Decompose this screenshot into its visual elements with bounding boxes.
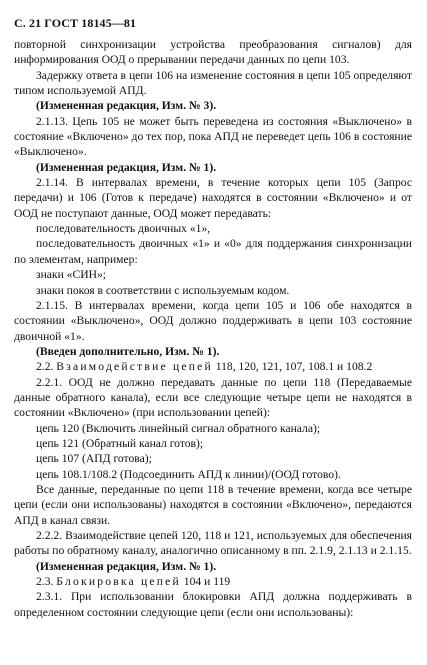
section-heading-2-2: [14, 359, 412, 374]
clause-2-1-13: 2.1.13. Цепь 105 не может быть переведена из состояния «Выключено» в состояние «Включено» до тех пор, пока АПД не переведет цепь 106 в состояние «Выключено».: [14, 114, 412, 159]
amendment-note: (Измененная редакция, Изм. № 1).: [36, 559, 217, 573]
section-number: 2.3.: [36, 575, 57, 589]
clause-2-1-14: 2.1.14. В интервалах времени, в течение которых цепи 105 (Запрос передачи) и 106 (Готов к передаче) находятся в состоянии «Включено» и от ООД не поступают данные, ООД может передавать:: [14, 176, 412, 220]
paragraph: Задержку ответа в цепи 106 на изменение состояния в цепи 105 определяют типом используемой АПД.: [14, 68, 412, 98]
list-item: знаки «СИН»;: [36, 268, 106, 282]
list-item: последовательность двоичных «1» и «0» для поддержания синхронизации по элементам, например:: [14, 237, 412, 266]
clause-2-1-15: 2.1.15. В интервалах времени, когда цепи 105 и 106 обе находятся в состоянии «Выключено», ООД должно поддерживать в цепи 103 состояние двоичной «1».: [14, 298, 412, 343]
clause-2-2-1: 2.2.1. ООД не должно передавать данные по цепи 118 (Передаваемые данные обратного канала), если все следующие четыре цепи не находятся в состоянии «Включено» (при использовании цепей):: [14, 375, 412, 420]
list-item: цепь 107 (АПД готова);: [36, 452, 152, 466]
clause-2-3-1: 2.3.1. При использовании блокировки АПД должна поддерживать в определенном состоянии следующие цепи (если они использованы):: [14, 590, 412, 619]
paragraph: Все данные, переданные по цепи 118 в течение времени, когда все четыре цепи (если они использованы) находятся в состоянии «Включено», передаются АПД в канал связи.: [14, 482, 412, 527]
list-item: цепь 120 (Включить линейный сигнал обратного канала);: [36, 421, 321, 435]
list-item: цепь 121 (Обратный канал готов);: [36, 436, 204, 450]
section-number: 2.2.: [36, 360, 57, 374]
section-title-spaced: Блокировка цепей: [56, 575, 181, 589]
section-title-rest: 118, 120, 121, 107, 108.1 и 108.2: [212, 360, 373, 374]
list-item: цепь 108.1/108.2 (Подсоединить АПД к линии)/(ООД готово).: [36, 467, 341, 481]
list-item: знаки покоя в соответствии с используемым кодом.: [36, 283, 290, 297]
amendment-note: (Измененная редакция, Изм. № 1).: [36, 160, 217, 174]
page-header: С. 21 ГОСТ 18145—81: [14, 16, 137, 30]
paragraph: повторной синхронизации устройства преобразования сигналов) для информирования ООД о прерывании передачи данных по цепи 103.: [14, 38, 412, 67]
amendment-note: (Измененная редакция, Изм. № 3).: [36, 99, 217, 113]
section-title-rest: 104 и 119: [180, 575, 231, 589]
section-heading-2-3: [14, 574, 412, 589]
document-body: [14, 37, 412, 620]
amendment-note: (Введен дополнительно, Изм. № 1).: [36, 344, 220, 358]
list-item: последовательность двоичных «1»,: [36, 222, 211, 236]
section-title-spaced: Взаимодействие цепей: [56, 360, 213, 374]
clause-2-2-2: 2.2.2. Взаимодействие цепей 120, 118 и 121, используемых для обеспечения работы по обратному каналу, аналогично описанному в пп. 2.1.9, 2.1.13 и 2.1.15.: [14, 529, 412, 558]
